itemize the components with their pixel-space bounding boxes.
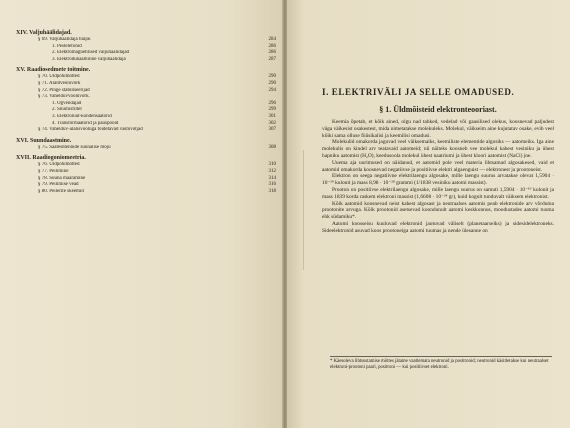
toc-entry	[16, 94, 276, 101]
toc-entry-title: § 79. Peilimise vead	[38, 182, 79, 188]
toc-entry	[16, 44, 276, 51]
toc-entry	[16, 145, 276, 152]
toc-entry-page: 302	[268, 120, 276, 126]
toc-entry-page: 296	[268, 100, 276, 106]
toc-entry-page: 290	[268, 80, 276, 86]
toc-entry-page: 301	[268, 113, 276, 119]
toc-entry	[16, 162, 276, 169]
toc-entry-page	[256, 94, 276, 101]
toc-entry-title: § 73. Vahelduvvooluvõrk.	[38, 94, 90, 100]
toc-entry-page: 286	[268, 43, 276, 49]
toc-entry-title: 1. Pestelefonid	[52, 43, 82, 49]
toc-entry-title: § 80. Peilerite skeemid	[38, 188, 84, 194]
toc-entry	[16, 57, 276, 64]
toc-entry-page: 310	[268, 162, 276, 168]
toc-entry-page: 287	[268, 56, 276, 62]
toc-entry	[16, 189, 276, 196]
toc-entry-page: 312	[268, 168, 276, 174]
toc-entry	[16, 114, 276, 121]
toc-section-heading: XVII. Raadiogoniomeetria.	[16, 155, 86, 162]
chapter-title: I. ELEKTRIVÄLI JA SELLE OMADUSED.	[322, 87, 515, 97]
toc-entry-title: 1. Ögvendajad	[52, 100, 82, 106]
toc-entry-title: § 74. Vahelduv-alalisvooluga toidetavad vastuvõtjad	[38, 127, 143, 133]
toc-section-heading: XVI. Suundaastmine.	[16, 137, 72, 144]
body-paragraph: Kõik aatomid koosnevad neist kahest algosast ja neutraalses aatomis peab elektronide arv võrduma prootonite arvuga. Kõik prootonid asetsevad koondunult aatomi keskkonnus, moodustades aatomi tuuma ehk südamiku*.	[322, 200, 554, 221]
toc-entry-title: § 69. Valjuhäälidaja tüüpe.	[38, 37, 92, 42]
toc-entry-title: 2. Elektromagnetilised valjuhäälidajad	[52, 50, 130, 56]
toc-entry-title: § 77. Peilimine	[38, 168, 69, 174]
footnote: * Käesoleva lihtsustamise mõttes jätame vaatlemata neutronid ja positronid; neutronid käsitletakse kui neutraalset elektroni-prootoni paari, positroni — kui positiivset elektroni.	[330, 356, 552, 371]
toc-entry-page: 318	[268, 188, 276, 194]
toc-entry-title: 3. Elektrodünaamiline valjuhäälidaja	[52, 56, 126, 62]
toc-entry	[16, 169, 276, 176]
body-paragraph: Molekulid omakorda jaguvad veel väiksemaiks, keemiliste elementide algosiks — aatomeiks. Iga aine molekulis on kindel arv teatavaid aatomeid; nii näiteks koosneb vee molekul kahest vesiniku ja ühest hapniku aatomist (H₂O), keedusoola molekul ühest naatriumi ja ühest kloori aatomist (NaCl) jne.	[322, 139, 554, 159]
toc-entry	[16, 37, 276, 44]
toc-entry-title: 4. Transformaatorid ja pauspooid	[52, 120, 119, 126]
toc-entry	[16, 127, 276, 134]
toc-entry	[16, 182, 276, 189]
toc-entry-title: 3. Elektrolüüt-kondensaatorid	[52, 113, 112, 119]
body-paragraph: Elektron on seega negatiivne elektrilaengu algosake, mille laengu suurus arvatakse olevat 1,5904 · 10⁻¹⁹ kulonit ja mass 8,98 · 10⁻²⁸ grammi (1/1838 vesiniku aatomi massist).	[322, 173, 554, 187]
toc-entry-title: § 72. Pinge stabiliseerijad	[38, 87, 90, 93]
toc-entry	[16, 176, 276, 183]
toc-entry	[16, 74, 276, 81]
toc-entry-page: 308	[268, 144, 276, 150]
toc-entry-title: § 70. Üldpõhimõtted	[38, 74, 80, 80]
body-paragraph: Prooton on positiivse elektrilaengu algosake, mille laengu suurus on samuti 1,5904 · 10⁻¹⁹ kulonit ja mass 1839 korda raskem elektroni massist (1,6608 · 10⁻²⁴ gr), kuid kogult tunduvalt väiksem elektronist.	[322, 186, 554, 200]
toc-entry	[16, 50, 276, 57]
toc-entry-title: § 76. Üldpõhimõtted	[38, 162, 80, 168]
section-title: § 1. Üldmõisteid elektronteooriast.	[379, 105, 497, 114]
body-text	[322, 119, 554, 235]
toc-entry	[16, 121, 276, 128]
toc-section-heading: XV. Raadiosedmete toitmine.	[16, 67, 91, 74]
toc-entry-page: 299	[268, 107, 276, 113]
toc-entry-page: 286	[268, 50, 276, 56]
toc-entry-page: 294	[268, 87, 276, 93]
toc-entry-title: § 75. Saatesntennide suunalise mõju	[38, 144, 111, 150]
toc-entry-page: 314	[268, 175, 276, 181]
body-paragraph: Keemia õpetab, et kõik ained, olgu nad tahked, vedelad või gaasilised olekus, koosnevad paljudest väga väikesist osakestest, mida nimetatakse molekuleks. Molekul, väikseim aine kujutatav osake, evib veel kõiki sama olluse füüsikalisi ja keemilisi omadusi.	[322, 119, 554, 139]
table-of-contents	[16, 26, 276, 195]
toc-entry	[16, 88, 276, 95]
toc-entry	[16, 107, 276, 114]
toc-entry-page: 290	[268, 74, 276, 80]
body-paragraph: Uuema aja uurimused on näidanud, et aatomid pole veel materia lihtsamad algosakesed, vaid et aatomid omakorda koosnevad negatiivse ja positiivse elektri algaenguist — elektronest ja prootoneist.	[322, 159, 554, 173]
toc-entry-title: § 78. Suuna määramine	[38, 175, 86, 181]
toc-entry-title: § 71. Alaldveoluvõrk	[38, 80, 81, 86]
toc-entry	[16, 81, 276, 88]
body-paragraph: Aatomi koosseisu kuuluvad elektronid jaotuvad väliselt (planetaarseiks) ja sidesidelektroneks. Sideelektronid asuvad koos prootoneiga aatomi tuumas ja nende ülesanne on	[322, 220, 554, 234]
toc-entry-page: 284	[268, 37, 276, 42]
chapter-content	[322, 86, 554, 235]
toc-section-heading: XIV. Valjuhäälidajad.	[16, 30, 72, 36]
toc-entry-title: 2. Silumisfilter	[52, 107, 82, 113]
left-page	[0, 0, 284, 428]
toc-entry-page: 316	[268, 182, 276, 188]
toc-entry-page: 307	[268, 127, 276, 133]
page-edge-line	[303, 150, 304, 270]
toc-entry	[16, 101, 276, 108]
